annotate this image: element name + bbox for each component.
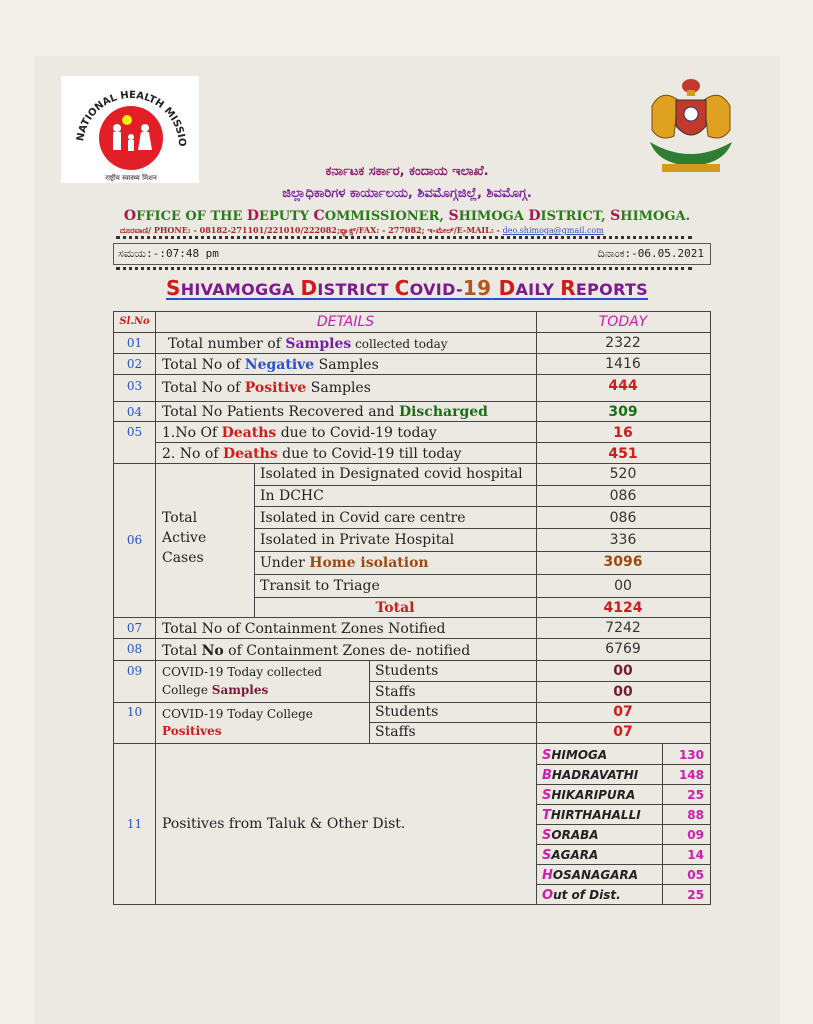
value-discharged: 309 [608, 404, 638, 420]
active-item-value: 00 [614, 578, 632, 594]
college-samples-label-l1: COVID-19 Today collected [162, 665, 322, 679]
staffs-label: Staffs [375, 724, 416, 740]
taluk-value: 14 [687, 848, 704, 862]
active-total-label: Total [375, 600, 415, 616]
row-slno: 06 [126, 533, 143, 547]
row-slno: 10 [126, 705, 143, 719]
report-date: ದಿನಾಂಕ:-06.05.2021 [597, 247, 704, 260]
taluk-name: SORABA [542, 828, 599, 843]
active-item-label: In DCHC [260, 488, 324, 504]
active-item-value: 336 [609, 532, 637, 548]
row-slno: 01 [126, 336, 143, 350]
college-positives-label-l1: COVID-19 Today College [162, 707, 313, 721]
col-slno-header: Sl.No [119, 316, 150, 327]
time-date-box [113, 243, 711, 265]
value-samples: 2322 [605, 335, 641, 351]
row-slno: 04 [126, 405, 143, 419]
active-cases-label-l1: Total [162, 510, 198, 526]
report-title: SHIVAMOGGA DISTRICT COVID-19 DAILY REPORTS [165, 276, 649, 300]
taluk-name: SHIKARIPURA [542, 788, 636, 803]
email-link[interactable]: deo.shimoga@gmail.com [502, 226, 604, 235]
divider [116, 267, 692, 270]
row-label-deaths-today: 1.No Of Deaths due to Covid-19 today [162, 425, 437, 441]
students-samples-value: 00 [613, 663, 633, 679]
active-total-value: 4124 [603, 600, 643, 616]
contact-line: ದೂರವಾಣಿ/ PHONE: - 08182-271101/221010/222082;ಫ್ಯಾಕ್ಸ್/FAX: - 277082; ಇ-ಮೇಲ್/E-MAIL: - deo.shimoga@gmail.com [120, 225, 604, 235]
taluk-positives-label: Positives from Taluk & Other Dist. [162, 816, 406, 832]
karnataka-emblem-icon [632, 76, 750, 176]
row-slno: 05 [126, 425, 143, 439]
value-positive: 444 [608, 378, 638, 394]
value-zones-denotified: 6769 [605, 641, 641, 657]
report-time: ಸಮಯ:-:07:48 pm [118, 247, 219, 260]
taluk-value: 25 [687, 888, 704, 902]
row-label-zones-denotified: Total No of Containment Zones de- notified [162, 643, 471, 659]
staffs-positives-value: 07 [613, 724, 633, 740]
active-cases-label-l2: Active [162, 530, 207, 546]
active-item-label: Isolated in Covid care centre [260, 510, 466, 526]
taluk-name: Out of Dist. [542, 888, 621, 903]
col-details-header: DETAILS [316, 314, 375, 330]
active-item-value: 086 [609, 488, 637, 504]
active-item-value: 520 [609, 466, 637, 482]
office-kannada-line: ಜಿಲ್ಲಾಧಿಕಾರಿಗಳ ಕಾರ್ಯಾಲಯ, ಶಿವಮೊಗ್ಗಜಿಲ್ಲೆ, ಶಿವಮೊಗ್ಗ. [282, 186, 532, 201]
col-today-header: TODAY [598, 314, 648, 330]
active-item-label: Under Home isolation [260, 555, 429, 571]
active-item-label: Isolated in Designated covid hospital [260, 466, 523, 482]
value-deaths-today: 16 [613, 425, 633, 441]
svg-text:राष्ट्रीय स्वास्थ्य मिशन: राष्ट्रीय स्वास्थ्य मिशन [105, 174, 157, 182]
row-label-zones-notified: Total No of Containment Zones Notified [162, 621, 446, 637]
active-item-value: 3096 [603, 554, 643, 570]
taluk-value: 05 [687, 868, 704, 882]
taluk-value: 09 [687, 828, 704, 842]
report-sheet [34, 56, 780, 1024]
staffs-label: Staffs [375, 684, 416, 700]
government-department-line: ಕರ್ನಾಟಕ ಸರ್ಕಾರ, ಕಂದಾಯ ಇಲಾಖೆ. [325, 164, 489, 179]
taluk-value: 88 [687, 808, 704, 822]
staffs-samples-value: 00 [613, 684, 633, 700]
divider [116, 236, 692, 239]
active-item-value: 086 [609, 510, 637, 526]
students-positives-value: 07 [613, 704, 633, 720]
row-label-negative: Total No of Negative Samples [162, 357, 379, 373]
taluk-value: 25 [687, 788, 704, 802]
office-english-line: OFFICE OF THE DEPUTY COMMISSIONER, SHIMOGA DISTRICT, SHIMOGA. [123, 208, 691, 224]
row-label-samples: Total number of Samples collected today [168, 336, 448, 352]
students-label: Students [375, 663, 439, 679]
row-slno: 08 [126, 642, 143, 656]
row-label-deaths-total: 2. No of Deaths due to Covid-19 till today [162, 446, 462, 462]
students-label: Students [375, 704, 439, 720]
active-item-label: Isolated in Private Hospital [260, 532, 455, 548]
svg-text:NATIONAL HEALTH MISSION: NATIONAL HEALTH MISSIO [75, 89, 188, 147]
row-slno: 03 [126, 379, 143, 393]
value-negative: 1416 [605, 356, 641, 372]
active-cases-label-l3: Cases [162, 550, 204, 566]
row-slno: 11 [126, 817, 143, 831]
row-slno: 07 [126, 621, 143, 635]
college-positives-label-l2: Positives [162, 724, 222, 738]
row-label-discharged: Total No Patients Recovered and Discharged [162, 404, 488, 420]
college-samples-label-l2: College Samples [162, 683, 269, 697]
row-label-positive: Total No of Positive Samples [162, 380, 371, 396]
taluk-name: BHADRAVATHI [542, 768, 639, 783]
taluk-value: 130 [678, 748, 704, 762]
row-slno: 02 [126, 357, 143, 371]
taluk-value: 148 [678, 768, 704, 782]
value-zones-notified: 7242 [605, 620, 641, 636]
taluk-name: SHIMOGA [542, 748, 608, 763]
taluk-name: HOSANAGARA [542, 868, 639, 883]
active-item-label: Transit to Triage [260, 578, 380, 594]
covid-report-table [113, 311, 711, 905]
taluk-name: THIRTHAHALLI [542, 808, 641, 823]
value-deaths-total: 451 [608, 446, 638, 462]
taluk-name: SAGARA [542, 848, 599, 863]
row-slno: 09 [126, 664, 143, 678]
